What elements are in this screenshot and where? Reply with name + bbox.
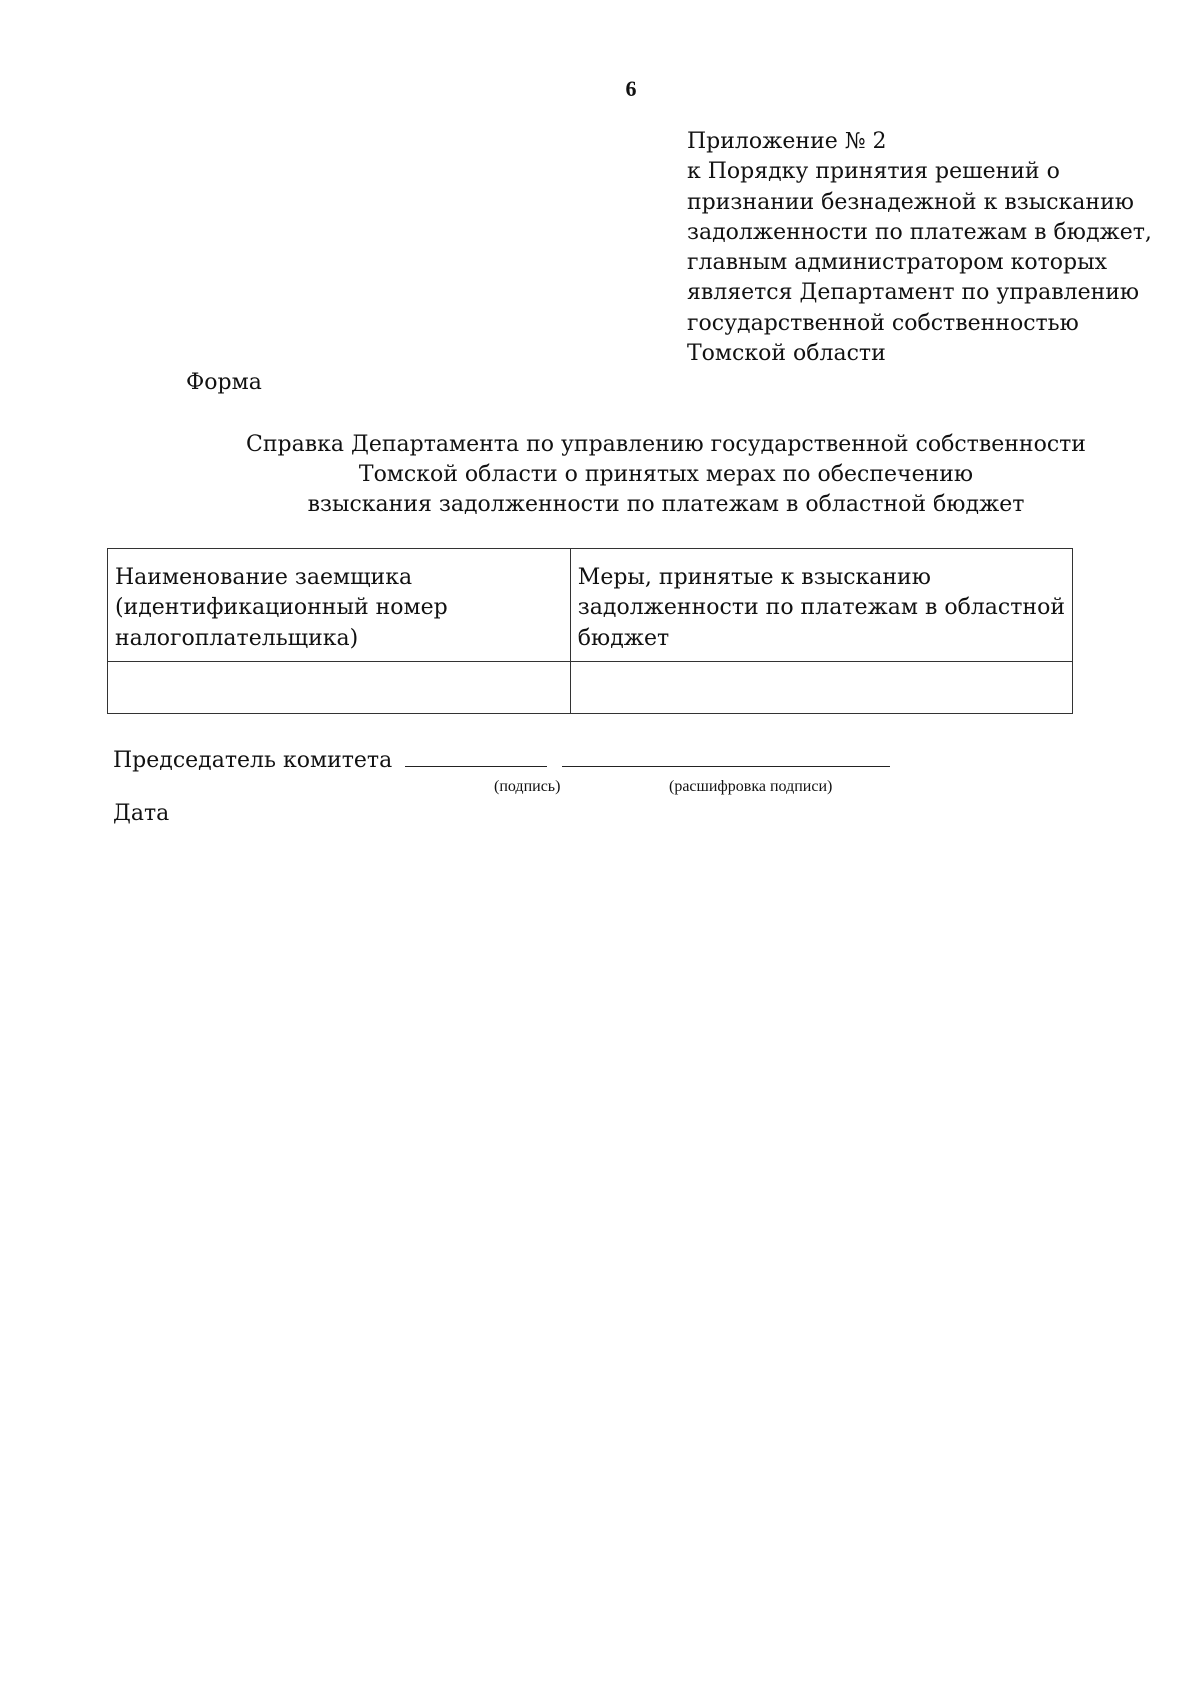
date-label: Дата [113, 801, 170, 826]
appendix-block [687, 127, 1177, 369]
appendix-line: главным администратором которых [687, 250, 1107, 276]
document-title [110, 430, 1200, 520]
header-cell-measures [570, 549, 1072, 662]
page-number: 6 [625, 76, 637, 101]
header-line: задолженности по платежам в областной [577, 595, 1065, 621]
appendix-line: государственной собственностью [687, 310, 1079, 336]
header-line: Наименование заемщика [115, 565, 413, 590]
title-line: Справка Департамента по управлению государственной собственности [246, 432, 1086, 457]
table-cell [570, 661, 1072, 713]
appendix-line: задолженности по платежам в бюджет, [687, 219, 1152, 245]
measures-table [107, 548, 1073, 714]
appendix-line: Приложение № 2 [687, 129, 887, 154]
header-line: налогоплательщика) [115, 625, 359, 651]
header-line: Меры, принятые к взысканию [577, 565, 931, 590]
table-cell [108, 661, 571, 713]
table-header-row [108, 549, 1073, 662]
signature-label: Председатель комитета [113, 748, 393, 773]
table-row [108, 661, 1073, 713]
header-line: (идентификационный номер [115, 595, 448, 621]
appendix-line: является Департамент по управлению [687, 280, 1140, 306]
title-line: взыскания задолженности по платежам в областной бюджет [307, 492, 1025, 517]
signature-decode-blank [562, 746, 890, 767]
appendix-line: признании безнадежной к взысканию [687, 189, 1134, 215]
header-cell-borrower [108, 549, 571, 662]
appendix-line: к Порядку принятия решений о [687, 159, 1060, 185]
title-line: Томской области о принятых мерах по обеспечению [358, 462, 974, 487]
signature-line [113, 746, 890, 773]
decode-caption: (расшифровка подписи) [669, 778, 833, 795]
signature-caption: (подпись) [494, 778, 561, 795]
form-label: Форма [186, 370, 262, 395]
header-line: бюджет [577, 625, 670, 651]
signature-blank [405, 746, 547, 767]
appendix-line: Томской области [687, 341, 886, 367]
